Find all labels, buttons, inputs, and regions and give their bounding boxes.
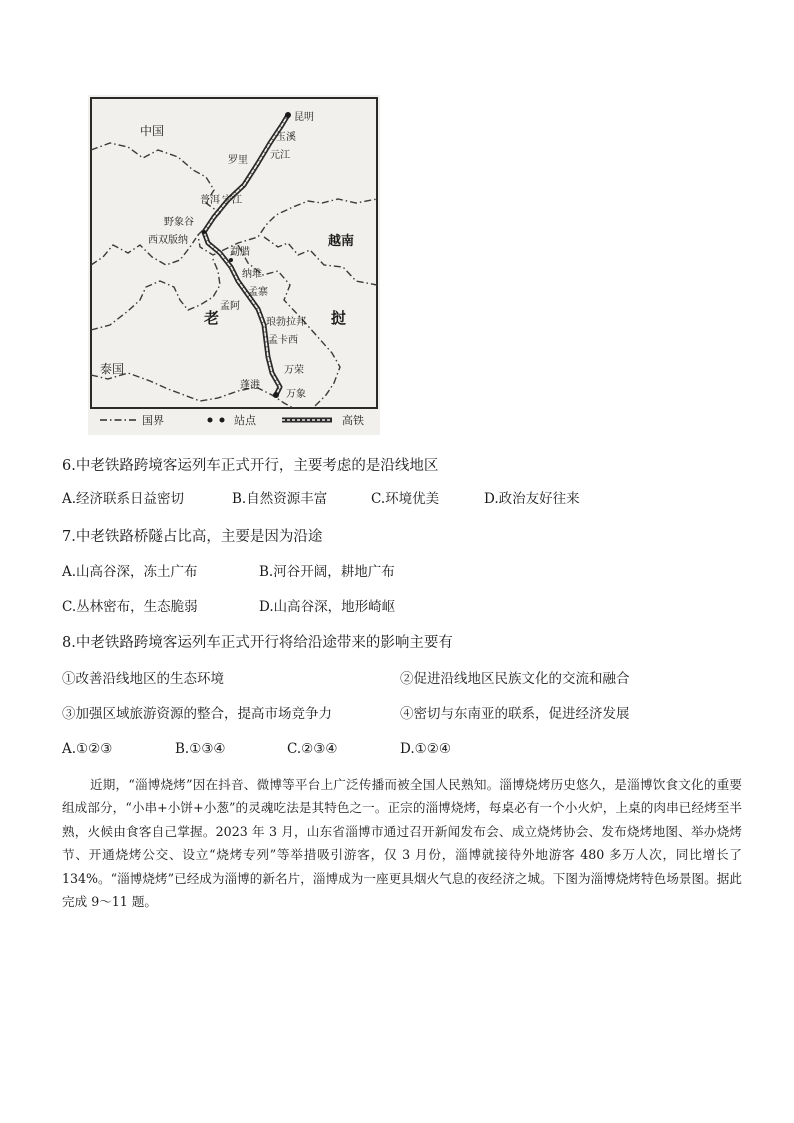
legend-border-label: 国界: [142, 414, 164, 427]
station-label: 野象谷: [164, 217, 194, 228]
q8-option-d: D.①②④: [400, 741, 451, 757]
border-laos-west: [91, 257, 220, 330]
q6-option-b: B.自然资源丰富: [232, 491, 328, 507]
border-thailand: [91, 373, 293, 408]
q6-option-a: A.经济联系日益密切: [62, 491, 185, 507]
station-label: 玉溪: [276, 132, 296, 143]
legend-station-dot-1: [208, 418, 213, 423]
q7-option-a: A.山高谷深，冻土广布: [62, 564, 198, 580]
station-dot: [229, 258, 233, 262]
station-label: 孟阿: [220, 301, 240, 312]
q6-option-c: C.环境优美: [371, 491, 440, 507]
station-dot: [273, 392, 279, 398]
station-dot: [202, 230, 206, 234]
q8-option-b: B.①③④: [175, 741, 226, 757]
station-label: 万象: [286, 389, 306, 400]
station-label: 昆明: [294, 112, 314, 123]
station-label: 蓬港: [240, 380, 260, 391]
station-label: 元江: [270, 150, 290, 161]
reading-passage: [62, 773, 742, 913]
q8-option-c: C.②③④: [287, 741, 338, 757]
q8-statement-4: ④密切与东南亚的联系，促进经济发展: [400, 706, 630, 722]
station-label: 罗里: [228, 155, 248, 166]
q8-statement-2: ②促进沿线地区民族文化的交流和融合: [400, 671, 630, 687]
station-label: 琅勃拉邦: [266, 317, 306, 328]
q8-statement-1: ①改善沿线地区的生态环境: [62, 671, 224, 687]
q7-option-b: B.河谷开阔，耕地广布: [259, 564, 395, 580]
station-label: 万荣: [284, 365, 304, 376]
label-thailand: 泰国: [100, 362, 125, 376]
q7-option-d: D.山高谷深，地形崎岖: [259, 599, 396, 615]
map-drawing: [88, 95, 380, 435]
station-label: 孟寨: [248, 287, 268, 298]
label-laos-2: 挝: [331, 309, 347, 327]
q7-option-c: C.丛林密布，生态脆弱: [62, 599, 198, 615]
station-label: 纳堆: [242, 269, 262, 280]
q8-statement-3: ③加强区域旅游资源的整合，提高市场竞争力: [62, 706, 332, 722]
label-laos-1: 老: [204, 309, 220, 327]
railway-map: [88, 95, 380, 435]
legend-station-label: 站点: [234, 414, 256, 427]
legend-railway-label: 高铁: [342, 414, 364, 427]
question-7-stem: 7.中老铁路桥隧占比高，主要是因为沿途: [62, 529, 323, 545]
label-china: 中国: [140, 124, 165, 138]
station-label: 普洱: [200, 195, 220, 206]
q8-option-a: A.①②③: [62, 741, 113, 757]
question-8-stem: 8.中老铁路跨境客运列车正式开行将给沿途带来的影响主要有: [62, 635, 453, 651]
passage-text: 近期，“淄博烧烤”因在抖音、微博等平台上广泛传播而被全国人民熟知。淄博烧烤历史悠久，是淄博饮食文化的重要组成部分，“小串+小饼+小葱”的灵魂吃法是其特色之一。正宗的淄博烧烤，每桌必有一个小火炉，上桌的肉串已经烤至半熟，火候由食客自己掌握。2023 年 3 月，山东省淄博市通过召开新闻发布会、成立烧烤协会、发布烧烤地图、举办烧烤节、开通烧烤公交、设立“烧烤专列”等举措吸引游客，仅 3 月份，淄博就接待外地游客 480 多万人次，同比增长了 134%。“淄博烧烤”已经成为淄博的新名片，淄博成为一座更具烟火气息的夜经济之城。下图为淄博烧烤特色场景图。据此完成 9～11 题。: [62, 777, 742, 910]
border-misc: [264, 237, 377, 285]
station-label: 西双版纳: [148, 235, 188, 246]
label-vietnam: 越南: [328, 234, 355, 249]
q6-option-d: D.政治友好往来: [484, 491, 580, 507]
station-dot: [285, 112, 291, 118]
station-label: 宁江: [222, 195, 242, 206]
legend-station-dot-2: [220, 418, 225, 423]
station-label: 勐腊: [230, 247, 250, 258]
station-label: 孟卡西: [268, 335, 298, 346]
question-6-stem: 6.中老铁路跨境客运列车正式开行，主要考虑的是沿线地区: [62, 458, 439, 474]
